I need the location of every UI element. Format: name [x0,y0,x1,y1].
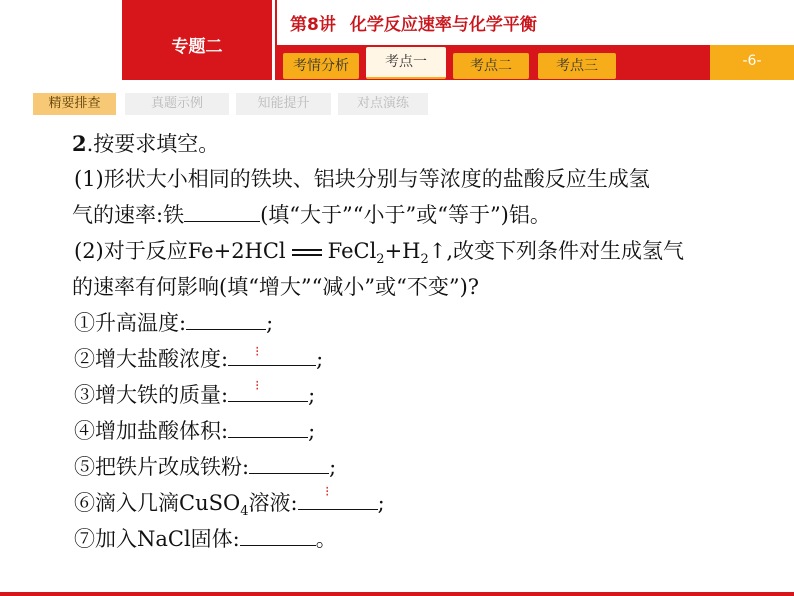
unit-block [122,0,272,80]
item-6-text: ⑥滴入几滴CuSO [74,491,241,515]
question-stem [72,127,772,163]
item-1-semi: ; [266,311,274,335]
subtab-review[interactable]: 精要排查 [33,93,116,115]
unit-label: 专题二 [171,37,223,57]
part1-suffix: (填“大于”“小于”或“等于”)铝。 [260,203,551,227]
answer-marker-2: ⁝ [255,344,260,360]
lesson-title [290,10,537,35]
subtab-improve[interactable]: 知能提升 [236,93,331,115]
item-5 [72,451,772,487]
part2-rest: ↑,改变下列条件对生成氢气 [428,239,685,263]
item-7-period: 。 [315,527,337,551]
lesson-name: 化学反应速率与化学平衡 [349,15,537,35]
part1-prefix: 气的速率:铁 [72,203,185,227]
reaction-fecl: FeCl [327,239,377,263]
item-4 [72,415,772,451]
part1-line1: (1)形状大小相同的铁块、铝块分别与等浓度的盐酸反应生成氢 [74,167,650,191]
tab-point-2[interactable]: 考点二 [453,53,529,79]
answer-blank-item2[interactable] [228,343,316,366]
lesson-number: 第8讲 [290,15,336,35]
tab-analysis[interactable]: 考情分析 [283,53,359,79]
item-6-rest: 溶液: [248,491,298,515]
answer-blank-item1[interactable] [186,307,266,330]
answer-blank-item4[interactable] [228,415,308,438]
answer-marker-6: ⁝ [325,484,330,500]
item-7 [72,523,772,559]
item-4-text: ④增加盐酸体积: [74,419,229,443]
question-content [72,127,772,559]
item-3-semi: ; [308,383,316,407]
sub-2a: 2 [376,252,385,268]
equals-sign [292,249,322,256]
item-2-text: ②增大盐酸浓度: [74,347,229,371]
tab-point-1[interactable]: 考点一 [366,47,446,79]
subtab-practice[interactable]: 对点演练 [338,93,428,115]
subtab-real-exam[interactable]: 真题示例 [125,93,229,115]
question-stem-text: .按要求填空。 [86,132,220,156]
item-3-text: ③增大铁的质量: [74,383,229,407]
answer-blank-item6[interactable] [298,487,378,510]
part2-line2: 的速率有何影响(填“增大”“减小”或“不变”)? [72,275,480,299]
part1-line2 [72,199,772,235]
answer-blank-item5[interactable] [249,451,329,474]
answer-marker-3: ⁝ [255,378,260,394]
reaction-h: +H [384,239,421,263]
item-6-sub: 4 [240,504,249,520]
item-4-semi: ; [308,419,316,443]
item-3 [72,379,772,415]
tab-point-3[interactable]: 考点三 [538,53,616,79]
page-number: -6- [742,53,762,69]
bottom-bar [0,592,794,596]
item-2-semi: ; [316,347,324,371]
item-5-text: ⑤把铁片改成铁粉: [74,455,250,479]
answer-blank-item7[interactable] [240,523,316,546]
item-1 [72,307,772,343]
reaction-left: (2)对于反应Fe+2HCl [74,239,286,263]
item-5-semi: ; [329,455,337,479]
item-6-semi: ; [377,491,385,515]
item-7-text: ⑦加入NaCl固体: [74,527,240,551]
page-number-box [710,45,794,80]
answer-blank-item3[interactable] [228,379,308,402]
item-1-text: ①升高温度: [74,311,187,335]
part2-line1 [72,235,772,271]
sub-2b: 2 [420,252,429,268]
item-6 [72,487,772,523]
answer-blank-1[interactable] [184,199,260,222]
question-number: 2 [72,131,87,156]
item-2 [72,343,772,379]
